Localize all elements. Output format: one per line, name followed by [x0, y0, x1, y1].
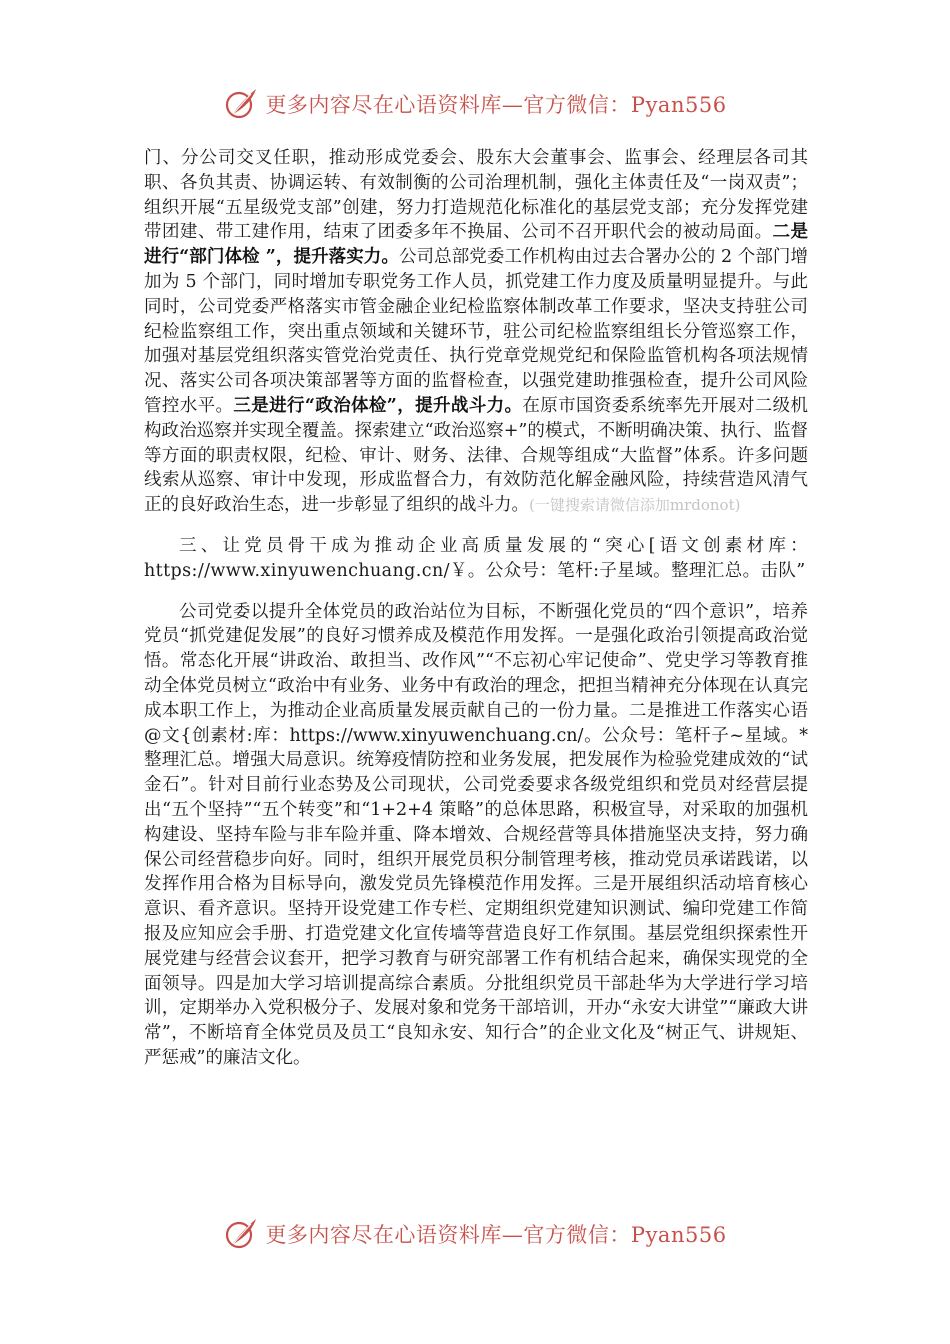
- paragraph-1: [144, 146, 808, 518]
- quill-pen-logo-icon: [223, 86, 259, 122]
- paragraph-1-text-c: 在原市国资委系统率先开展对二级机构政治巡察并实现全覆盖。探索建立“政治巡察+”的模式，不断明确决策、执行、监督等方面的职责权限，纪检、审计、财务、法律、合规等组成“大监督”体系。许多问题线索从巡察、审计中发现，形成监督合力，有效防范化解金融风险，持续营造风清气正的良好政治生态，进一步彰显了组织的战斗力。: [144, 395, 808, 516]
- header-banner: [0, 82, 950, 126]
- paragraph-3: 公司党委以提升全体党员的政治站位为目标，不断强化党员的“四个意识”，培养党员“抓党建促发展”的良好习惯养成及模范作用发挥。一是强化政治引领提高政治觉悟。常态化开展“讲政治、敢担当、改作风”“不忘初心牢记使命”、党史学习等教育推动全体党员树立“政治中有业务、业务中有政治的理念，把担当精神充分体现在认真完成本职工作上，为推动企业高质量发展贡献自己的一份力量。二是推进工作落实心语@文{创素材:库：https://www.xinyuwenchuang.cn/。公众号：笔杆子~星域。*整理汇总。增强大局意识。统筹疫情防控和业务发展，把发展作为检验党建成效的“试金石”。针对目前行业态势及公司现状，公司党委要求各级党组织和党员对经营层提出“五个坚持”“五个转变”和“1+2+4 策略”的总体思路，积极宣导，对采取的加强机构建设、坚持车险与非车险并重、降本增效、合规经营等具体措施坚决支持，努力确保公司经营稳步向好。同时，组织开展党员积分制管理考核，推动党员承诺践诺，以发挥作用合格为目标导向，激发党员先锋模范作用发挥。三是开展组织活动培育核心意识、看齐意识。坚持开设党建工作专栏、定期组织党建知识测试、编印党建工作简报及应知应会手册、打造党建文化宣传墙等营造良好工作氛围。基层党组织探索性开展党建与经营会议套开，把学习教育与研究部署工作有机结合起来，确保实现党的全面领导。四是加大学习培训提高综合素质。分批组织党员干部赴华为大学进行学习培训，定期举办入党积极分子、发展对象和党务干部培训，开办“永安大讲堂”“廉政大讲常”，不断培育全体党员及员工“良知永安、知行合”的企业文化及“树正气、讲规矩、严惩戒”的廉洁文化。: [144, 601, 808, 1068]
- paragraph-1-text-a: 门、分公司交叉任职，推动形成党委会、股东大会董事会、监事会、经理层各司其职、各负其责、协调运转、有效制衡的公司治理机制，强化主体责任及“一岗双责”；组织开展“五星级党支部”创建，努力打造规范化标准化的基层党支部；充分发挥党建带团建、带工建作用，结束了团委多年不换届、公司不召开职代会的被动局面。: [144, 148, 808, 243]
- footer-banner: [0, 1212, 950, 1256]
- footer-banner-text: 更多内容尽在心语资料库—官方微信：Pyan556: [265, 1223, 727, 1247]
- bold-heading-department-check: 二是进行“部门体检 ”，提升落实力。: [144, 222, 809, 268]
- document-body: [144, 146, 808, 1071]
- section-heading-3: 三、让党员骨干成为推动企业高质量发展的“突心[语文创素材库：https://www.xinyuwenchuang.cn/￥。公众号：笔杆:子星域。整理汇总。击队”: [144, 535, 808, 581]
- faded-watermark-text: (一键搜索请微信添加mrdonot): [529, 496, 741, 515]
- quill-pen-logo-icon: [223, 1216, 259, 1252]
- paragraph-1-text-b: 公司总部党委工作机构由过去合署办公的 2 个部门增加为 5 个部门，同时增加专职党务工作人员，抓党建工作力度及质量明显提升。与此同时，公司党委严格落实市管金融企业纪检监察体制改革工作要求，坚决支持驻公司纪检监察组工作，突出重点领域和关键环节，驻公司纪检监察组组长分管巡察工作，加强对基层党组织落实管党治党责任、执行党章党规党纪和保险监管机构各项法规情况、落实公司各项决策部署等方面的监督检查，以强党建助推强检查，提升公司风险管控水平。: [144, 247, 808, 416]
- bold-heading-political-check: 三是进行“政治体检”，提升战斗力。: [233, 395, 523, 416]
- header-banner-text: 更多内容尽在心语资料库—官方微信：Pyan556: [265, 93, 727, 117]
